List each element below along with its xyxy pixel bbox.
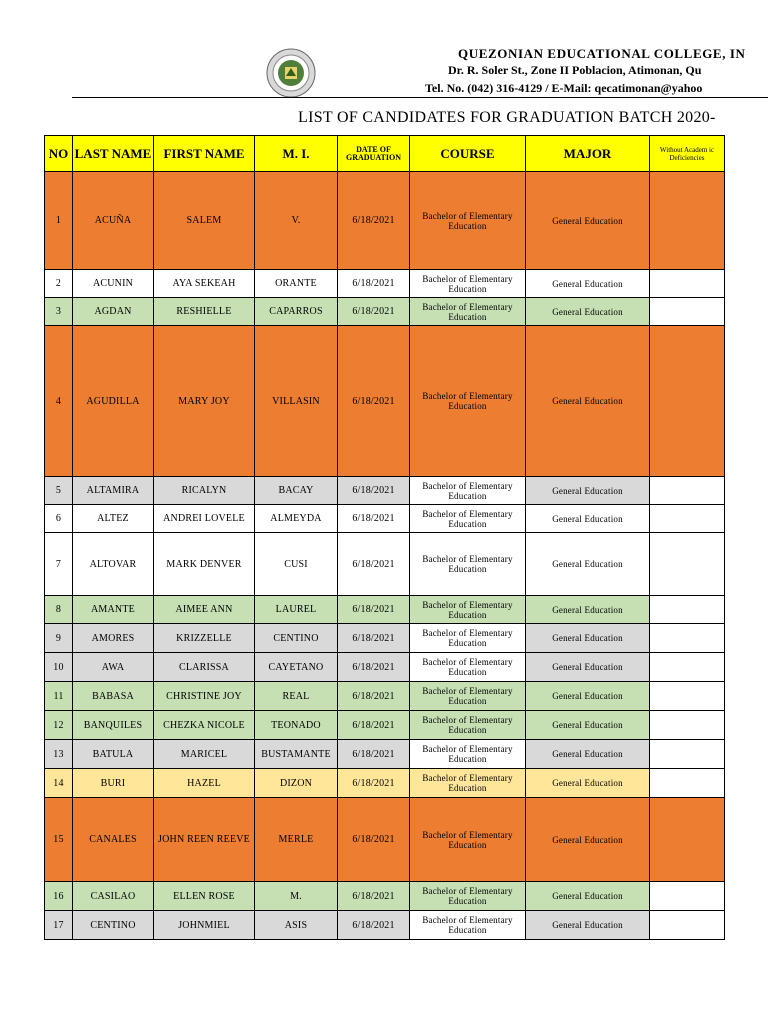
cell-last-name: ACUÑA (73, 172, 154, 270)
cell-date: 6/18/2021 (338, 298, 410, 326)
cell-deficiencies (650, 624, 725, 653)
cell-course: Bachelor of Elementary Education (410, 798, 526, 882)
header-divider (72, 97, 768, 98)
col-header-major: MAJOR (526, 136, 650, 172)
cell-course: Bachelor of Elementary Education (410, 882, 526, 911)
table-row (45, 769, 725, 798)
cell-deficiencies (650, 326, 725, 477)
cell-mi: CAPARROS (255, 298, 338, 326)
table-row (45, 682, 725, 711)
cell-no: 13 (45, 740, 73, 769)
cell-deficiencies (650, 653, 725, 682)
cell-date: 6/18/2021 (338, 533, 410, 596)
cell-date: 6/18/2021 (338, 740, 410, 769)
cell-deficiencies (650, 769, 725, 798)
cell-mi: CENTINO (255, 624, 338, 653)
college-seal-logo (266, 48, 316, 98)
table-row (45, 711, 725, 740)
cell-date: 6/18/2021 (338, 653, 410, 682)
cell-date: 6/18/2021 (338, 596, 410, 624)
cell-last-name: BURI (73, 769, 154, 798)
cell-first-name: KRIZZELLE (154, 624, 255, 653)
cell-deficiencies (650, 596, 725, 624)
cell-course: Bachelor of Elementary Education (410, 711, 526, 740)
cell-course: Bachelor of Elementary Education (410, 326, 526, 477)
cell-major: General Education (526, 740, 650, 769)
cell-major: General Education (526, 711, 650, 740)
table-row (45, 653, 725, 682)
cell-no: 8 (45, 596, 73, 624)
table-row (45, 270, 725, 298)
cell-date: 6/18/2021 (338, 682, 410, 711)
cell-first-name: MARY JOY (154, 326, 255, 477)
cell-last-name: CANALES (73, 798, 154, 882)
cell-mi: TEONADO (255, 711, 338, 740)
cell-date: 6/18/2021 (338, 882, 410, 911)
cell-major: General Education (526, 769, 650, 798)
cell-mi: MERLE (255, 798, 338, 882)
table-row (45, 533, 725, 596)
cell-first-name: MARICEL (154, 740, 255, 769)
cell-major: General Education (526, 798, 650, 882)
cell-course: Bachelor of Elementary Education (410, 270, 526, 298)
school-contact: Tel. No. (042) 316-4129 / E-Mail: qecatimonan@yahoo (425, 81, 703, 95)
cell-no: 14 (45, 769, 73, 798)
candidates-table (44, 135, 725, 940)
table-row (45, 596, 725, 624)
cell-mi: ASIS (255, 911, 338, 940)
col-header-course: COURSE (410, 136, 526, 172)
table-row (45, 740, 725, 769)
cell-major: General Education (526, 533, 650, 596)
table-row (45, 624, 725, 653)
cell-course: Bachelor of Elementary Education (410, 533, 526, 596)
cell-mi: VILLASIN (255, 326, 338, 477)
cell-deficiencies (650, 533, 725, 596)
cell-last-name: ALTOVAR (73, 533, 154, 596)
cell-no: 9 (45, 624, 73, 653)
cell-no: 12 (45, 711, 73, 740)
cell-mi: DIZON (255, 769, 338, 798)
cell-mi: CAYETANO (255, 653, 338, 682)
cell-first-name: ANDREI LOVELE (154, 505, 255, 533)
cell-course: Bachelor of Elementary Education (410, 911, 526, 940)
col-header-first-name: FIRST NAME (154, 136, 255, 172)
cell-last-name: AGDAN (73, 298, 154, 326)
cell-last-name: BANQUILES (73, 711, 154, 740)
cell-deficiencies (650, 270, 725, 298)
cell-first-name: CLARISSA (154, 653, 255, 682)
cell-date: 6/18/2021 (338, 911, 410, 940)
cell-date: 6/18/2021 (338, 798, 410, 882)
cell-first-name: RICALYN (154, 477, 255, 505)
table-row (45, 172, 725, 270)
cell-course: Bachelor of Elementary Education (410, 682, 526, 711)
cell-course: Bachelor of Elementary Education (410, 596, 526, 624)
cell-first-name: JOHNMIEL (154, 911, 255, 940)
cell-major: General Education (526, 326, 650, 477)
cell-course: Bachelor of Elementary Education (410, 624, 526, 653)
cell-course: Bachelor of Elementary Education (410, 740, 526, 769)
table-row (45, 477, 725, 505)
cell-course: Bachelor of Elementary Education (410, 298, 526, 326)
cell-no: 16 (45, 882, 73, 911)
cell-no: 3 (45, 298, 73, 326)
table-row (45, 505, 725, 533)
col-header-date: DATE OF GRADUATION (338, 136, 410, 172)
cell-major: General Education (526, 477, 650, 505)
table-header-row (45, 136, 725, 172)
cell-date: 6/18/2021 (338, 326, 410, 477)
cell-last-name: ALTEZ (73, 505, 154, 533)
cell-last-name: AGUDILLA (73, 326, 154, 477)
cell-date: 6/18/2021 (338, 270, 410, 298)
col-header-deficiencies: Without Academ ic Deficiencies (650, 136, 725, 172)
cell-mi: BUSTAMANTE (255, 740, 338, 769)
cell-first-name: RESHIELLE (154, 298, 255, 326)
cell-no: 17 (45, 911, 73, 940)
cell-first-name: CHRISTINE JOY (154, 682, 255, 711)
cell-last-name: BATULA (73, 740, 154, 769)
cell-no: 4 (45, 326, 73, 477)
cell-deficiencies (650, 740, 725, 769)
table-row (45, 882, 725, 911)
cell-deficiencies (650, 477, 725, 505)
cell-deficiencies (650, 505, 725, 533)
cell-date: 6/18/2021 (338, 505, 410, 533)
table-row (45, 326, 725, 477)
cell-first-name: JOHN REEN REEVE (154, 798, 255, 882)
cell-no: 6 (45, 505, 73, 533)
cell-date: 6/18/2021 (338, 477, 410, 505)
cell-first-name: HAZEL (154, 769, 255, 798)
col-header-last-name: LAST NAME (73, 136, 154, 172)
cell-major: General Education (526, 172, 650, 270)
cell-first-name: MARK DENVER (154, 533, 255, 596)
cell-mi: M. (255, 882, 338, 911)
cell-no: 2 (45, 270, 73, 298)
cell-date: 6/18/2021 (338, 624, 410, 653)
page-title: LIST OF CANDIDATES FOR GRADUATION BATCH 2020- (298, 109, 716, 126)
cell-last-name: CENTINO (73, 911, 154, 940)
cell-last-name: CASILAO (73, 882, 154, 911)
school-name: QUEZONIAN EDUCATIONAL COLLEGE, IN (458, 46, 746, 61)
cell-major: General Education (526, 596, 650, 624)
cell-major: General Education (526, 624, 650, 653)
cell-deficiencies (650, 298, 725, 326)
cell-major: General Education (526, 653, 650, 682)
cell-first-name: AYA SEKEAH (154, 270, 255, 298)
cell-first-name: CHEZKA NICOLE (154, 711, 255, 740)
cell-first-name: AIMEE ANN (154, 596, 255, 624)
cell-date: 6/18/2021 (338, 769, 410, 798)
cell-no: 1 (45, 172, 73, 270)
school-address: Dr. R. Soler St., Zone II Poblacion, Atimonan, Qu (448, 63, 702, 77)
cell-mi: V. (255, 172, 338, 270)
cell-mi: LAUREL (255, 596, 338, 624)
cell-mi: BACAY (255, 477, 338, 505)
cell-no: 11 (45, 682, 73, 711)
cell-no: 7 (45, 533, 73, 596)
cell-course: Bachelor of Elementary Education (410, 477, 526, 505)
cell-deficiencies (650, 798, 725, 882)
cell-no: 15 (45, 798, 73, 882)
cell-course: Bachelor of Elementary Education (410, 172, 526, 270)
cell-date: 6/18/2021 (338, 711, 410, 740)
cell-major: General Education (526, 505, 650, 533)
cell-major: General Education (526, 682, 650, 711)
cell-deficiencies (650, 711, 725, 740)
table-row (45, 298, 725, 326)
cell-last-name: AWA (73, 653, 154, 682)
cell-no: 10 (45, 653, 73, 682)
cell-course: Bachelor of Elementary Education (410, 653, 526, 682)
cell-no: 5 (45, 477, 73, 505)
cell-major: General Education (526, 270, 650, 298)
cell-last-name: AMANTE (73, 596, 154, 624)
cell-deficiencies (650, 911, 725, 940)
cell-major: General Education (526, 911, 650, 940)
cell-mi: REAL (255, 682, 338, 711)
cell-mi: ALMEYDA (255, 505, 338, 533)
cell-deficiencies (650, 172, 725, 270)
cell-deficiencies (650, 682, 725, 711)
cell-last-name: BABASA (73, 682, 154, 711)
cell-mi: ORANTE (255, 270, 338, 298)
table-row (45, 911, 725, 940)
cell-major: General Education (526, 298, 650, 326)
cell-major: General Education (526, 882, 650, 911)
cell-last-name: ALTAMIRA (73, 477, 154, 505)
cell-course: Bachelor of Elementary Education (410, 505, 526, 533)
cell-last-name: ACUNIN (73, 270, 154, 298)
col-header-mi: M. I. (255, 136, 338, 172)
cell-first-name: ELLEN ROSE (154, 882, 255, 911)
cell-course: Bachelor of Elementary Education (410, 769, 526, 798)
table-row (45, 798, 725, 882)
col-header-no: NO (45, 136, 73, 172)
cell-mi: CUSI (255, 533, 338, 596)
cell-last-name: AMORES (73, 624, 154, 653)
cell-deficiencies (650, 882, 725, 911)
cell-date: 6/18/2021 (338, 172, 410, 270)
cell-first-name: SALEM (154, 172, 255, 270)
